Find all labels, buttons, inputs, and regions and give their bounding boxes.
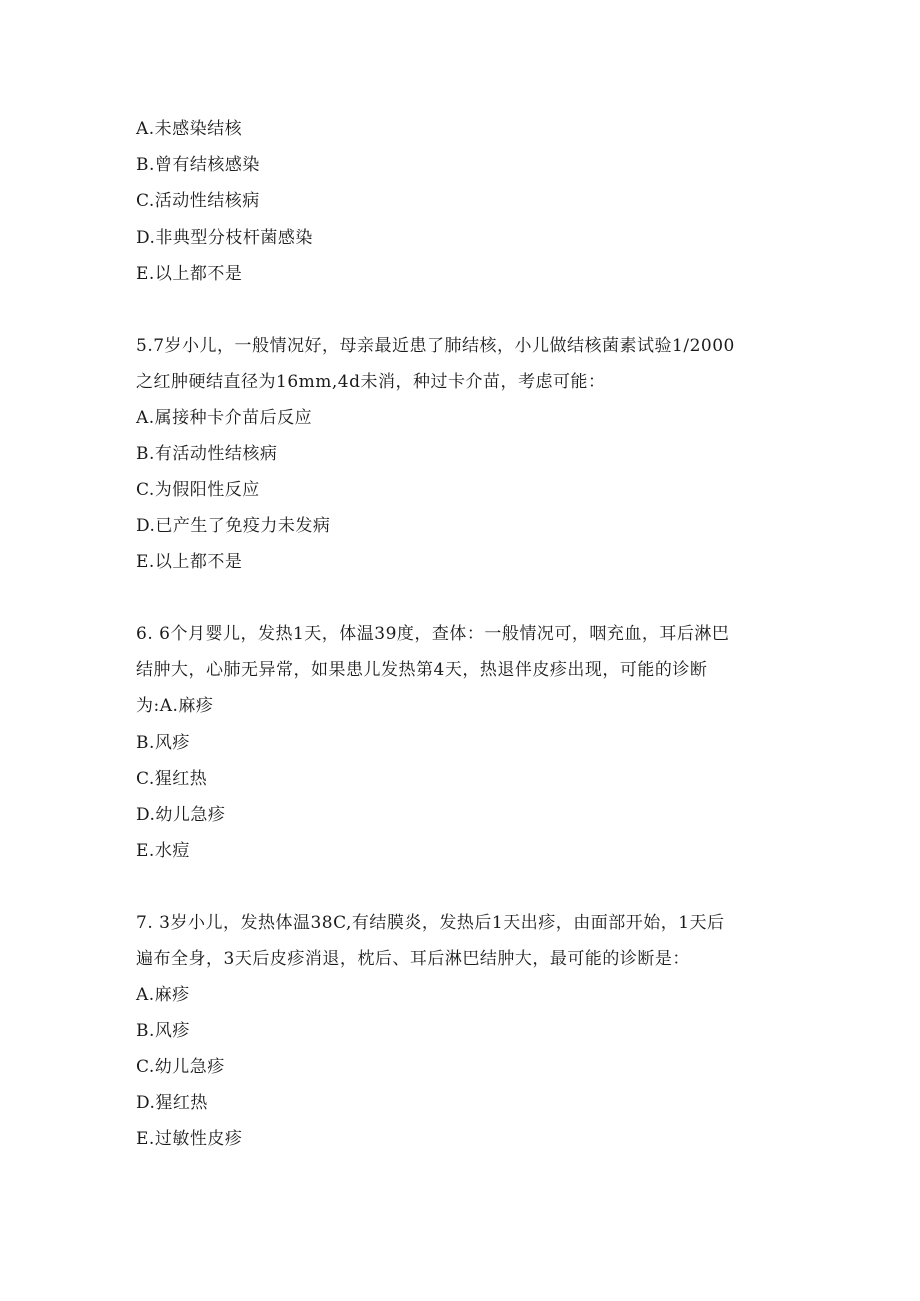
- q6-option-b: B.风疹: [136, 733, 190, 753]
- q6-option-e: E.水痘: [136, 841, 190, 861]
- q4-option-c: C.活动性结核病: [136, 191, 260, 211]
- q6-option-c: C.猩红热: [136, 769, 208, 789]
- q7-stem-line-1: 7. 3岁小儿，发热体温38C,有结膜炎，发热后1天出疹，由面部开始，1天后: [136, 913, 725, 933]
- q4-option-b: B.曾有结核感染: [136, 155, 260, 175]
- q6-stem-line-3: 为:A.麻疹: [136, 696, 214, 716]
- q7-option-b: B.风疹: [136, 1021, 190, 1041]
- q7-stem-line-2: 遍布全身，3天后皮疹消退，枕后、耳后淋巴结肿大，最可能的诊断是：: [136, 949, 690, 969]
- q5-option-d: D.已产生了免疫力未发病: [136, 516, 331, 536]
- q7-option-e: E.过敏性皮疹: [136, 1129, 243, 1149]
- q6-option-d: D.幼儿急疹: [136, 805, 226, 825]
- q4-option-e: E.以上都不是: [136, 264, 243, 284]
- q5-option-c: C.为假阳性反应: [136, 480, 260, 500]
- q7-option-d: D.猩红热: [136, 1093, 208, 1113]
- q4-option-d: D.非典型分枝杆菌感染: [136, 228, 313, 248]
- q5-stem-line-2: 之红肿硬结直径为16mm,4d未消，种过卡介苗，考虑可能：: [136, 372, 606, 392]
- q7-option-c: C.幼儿急疹: [136, 1057, 225, 1077]
- q5-option-b: B.有活动性结核病: [136, 444, 278, 464]
- q5-option-e: E.以上都不是: [136, 552, 243, 572]
- q6-stem-line-2: 结肿大，心肺无异常，如果患儿发热第4天，热退伴皮疹出现，可能的诊断: [136, 660, 708, 680]
- q5-stem-line-1: 5.7岁小儿，一般情况好，母亲最近患了肺结核，小儿做结核菌素试验1/2000: [136, 336, 735, 356]
- q6-stem-line-1: 6. 6个月婴儿，发热1天，体温39度，查体：一般情况可，咽充血，耳后淋巴: [136, 624, 730, 644]
- q5-option-a: A.属接种卡介苗后反应: [136, 408, 313, 428]
- q7-option-a: A.麻疹: [136, 985, 190, 1005]
- q4-option-a: A.未感染结核: [136, 119, 243, 139]
